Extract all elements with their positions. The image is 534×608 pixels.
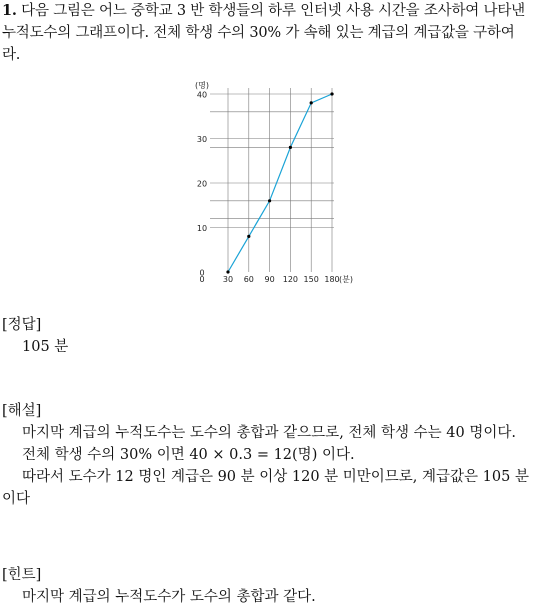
- hint-text: 마지막 계급의 누적도수가 도수의 총합과 같다.: [22, 589, 316, 605]
- data-point: [289, 146, 292, 149]
- y-tick-label: 40: [196, 90, 208, 100]
- answer-label: [정답]: [2, 317, 42, 333]
- solution-line-3: 따라서 도수가 12 명인 계급은 90 분 이상 120 분 미만이므로, 계급값은 105 분이다: [2, 469, 529, 507]
- cumulative-frequency-chart: [186, 78, 356, 290]
- x-tick-label: 0: [199, 275, 205, 284]
- solution-section: [2, 400, 532, 510]
- answer-value: 105 분: [22, 339, 69, 355]
- x-tick-label: 60: [243, 275, 254, 284]
- data-point: [226, 270, 229, 273]
- solution-line-2: 전체 학생 수의 30% 이면 40 × 0.3 = 12(명) 이다.: [22, 447, 355, 463]
- x-tick-label: 180: [324, 275, 340, 284]
- hint-section: [2, 564, 532, 608]
- problem-statement: [2, 0, 532, 66]
- data-point: [330, 92, 333, 95]
- y-tick-label: 0: [199, 268, 205, 278]
- x-tick-label: 30: [222, 275, 234, 284]
- y-tick-label: 20: [196, 179, 208, 189]
- x-tick-label: 90: [264, 275, 275, 284]
- problem-text: 다음 그림은 어느 중학교 3 반 학생들의 하루 인터넷 사용 시간을 조사하여 나타낸 누적도수의 그래프이다. 전체 학생 수의 30% 가 속해 있는 계급의 계급값을 구하여라.: [2, 3, 525, 63]
- x-tick-label: 120: [282, 275, 299, 284]
- y-tick-label: 30: [196, 135, 208, 144]
- x-tick-label: 150: [303, 275, 319, 284]
- data-point: [268, 199, 271, 202]
- solution-line-1: 마지막 계급의 누적도수는 도수의 총합과 같으므로, 전체 학생 수는 40 명이다.: [22, 425, 516, 441]
- answer-section: [2, 314, 532, 358]
- problem-number: 1.: [2, 2, 17, 19]
- chart-svg: [186, 78, 356, 290]
- hint-label: [힌트]: [2, 567, 42, 583]
- y-axis-unit: (명): [195, 81, 209, 90]
- y-tick-label: 10: [196, 224, 208, 233]
- data-point: [247, 235, 250, 238]
- x-axis-unit: (분): [339, 275, 353, 284]
- solution-label: [해설]: [2, 403, 42, 419]
- data-point: [310, 101, 313, 104]
